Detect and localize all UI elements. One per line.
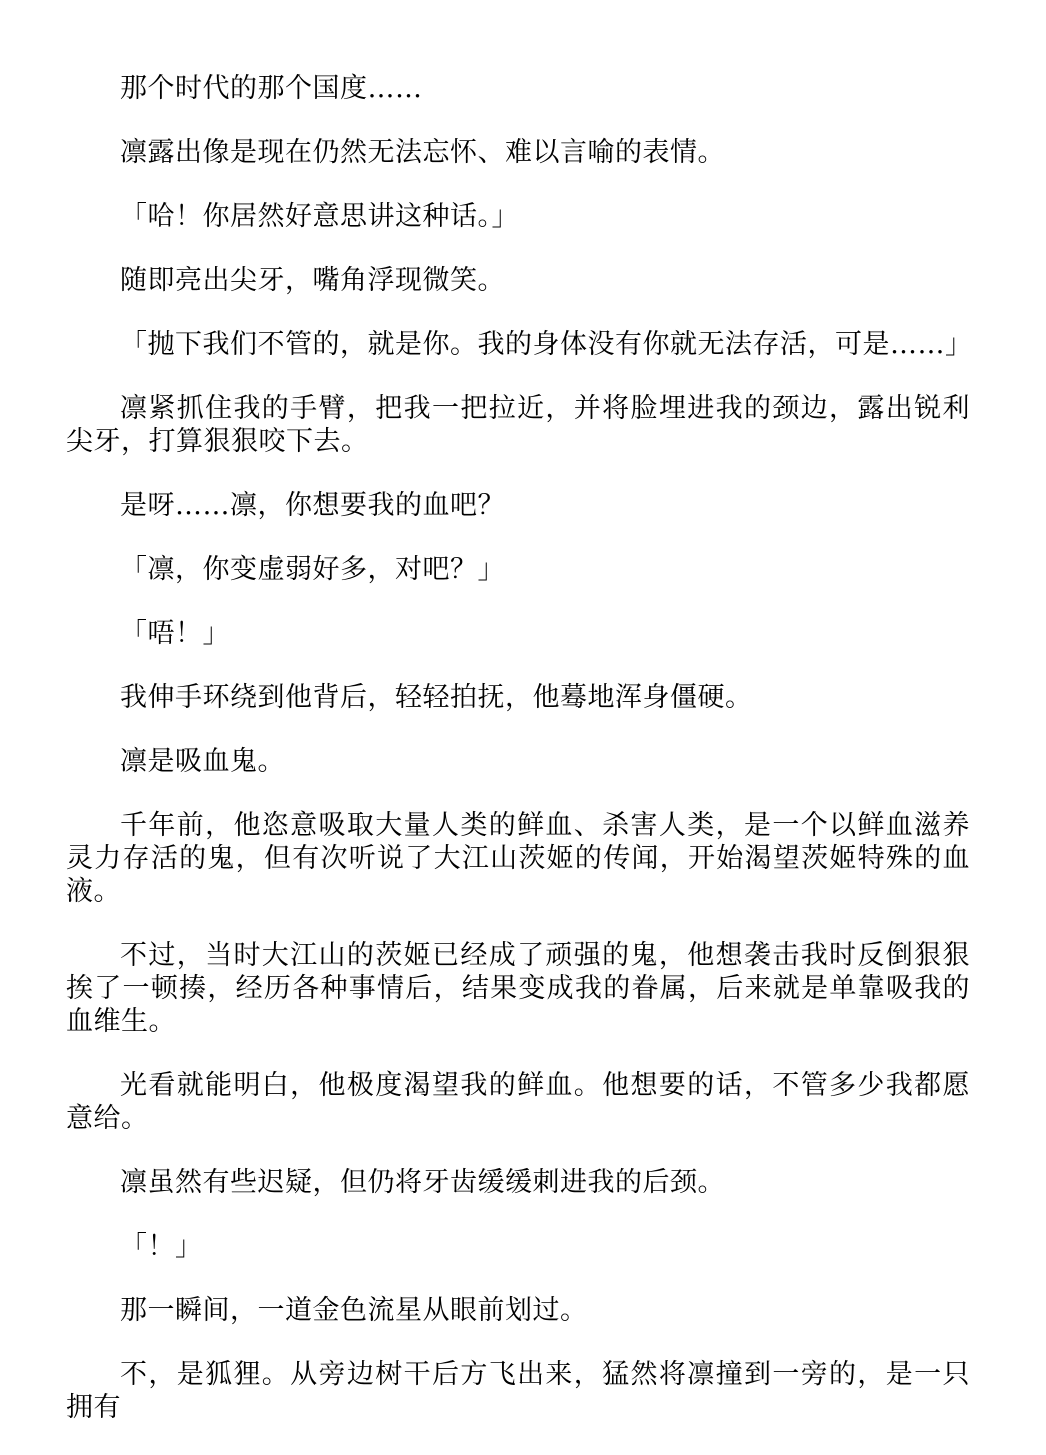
document-page [66, 72, 973, 1455]
paragraph: 我伸手环绕到他背后，轻轻拍抚，他蓦地浑身僵硬。 [120, 682, 753, 713]
paragraph: 「凛，你变虚弱好多，对吧？」 [120, 554, 505, 585]
paragraph: 随即亮出尖牙，嘴角浮现微笑。 [120, 265, 505, 296]
paragraph: 凛虽然有些迟疑，但仍将牙齿缓缓刺进我的后颈。 [120, 1167, 725, 1198]
paragraph: 不，是狐狸。从旁边树干后方飞出来，猛然将凛撞到一旁的，是一只拥有 [66, 1359, 970, 1423]
paragraph: 凛紧抓住我的手臂，把我一把拉近，并将脸埋进我的颈边，露出锐利尖牙，打算狠狠咬下去。 [66, 393, 970, 457]
paragraph: 凛露出像是现在仍然无法忘怀、难以言喻的表情。 [120, 137, 725, 168]
paragraph: 不过，当时大江山的茨姬已经成了顽强的鬼，他想袭击我时反倒狠狠挨了一顿揍，经历各种事情后，结果变成我的眷属，后来就是单靠吸我的血维生。 [66, 940, 970, 1037]
paragraph: 光看就能明白，他极度渴望我的鲜血。他想要的话，不管多少我都愿意给。 [66, 1070, 970, 1134]
paragraph: 凛是吸血鬼。 [120, 746, 285, 777]
paragraph: 「！」 [120, 1231, 203, 1262]
paragraph: 是呀……凛，你想要我的血吧？ [120, 490, 505, 521]
paragraph: 那一瞬间，一道金色流星从眼前划过。 [120, 1295, 588, 1326]
paragraph: 「抛下我们不管的，就是你。我的身体没有你就无法存活，可是……」 [120, 329, 973, 360]
paragraph: 那个时代的那个国度…… [120, 73, 423, 104]
paragraph: 「哈！你居然好意思讲这种话。」 [120, 201, 519, 232]
paragraph: 「唔！」 [120, 618, 230, 649]
paragraph: 千年前，他恣意吸取大量人类的鲜血、杀害人类，是一个以鲜血滋养灵力存活的鬼，但有次听说了大江山茨姬的传闻，开始渴望茨姬特殊的血液。 [66, 810, 970, 907]
